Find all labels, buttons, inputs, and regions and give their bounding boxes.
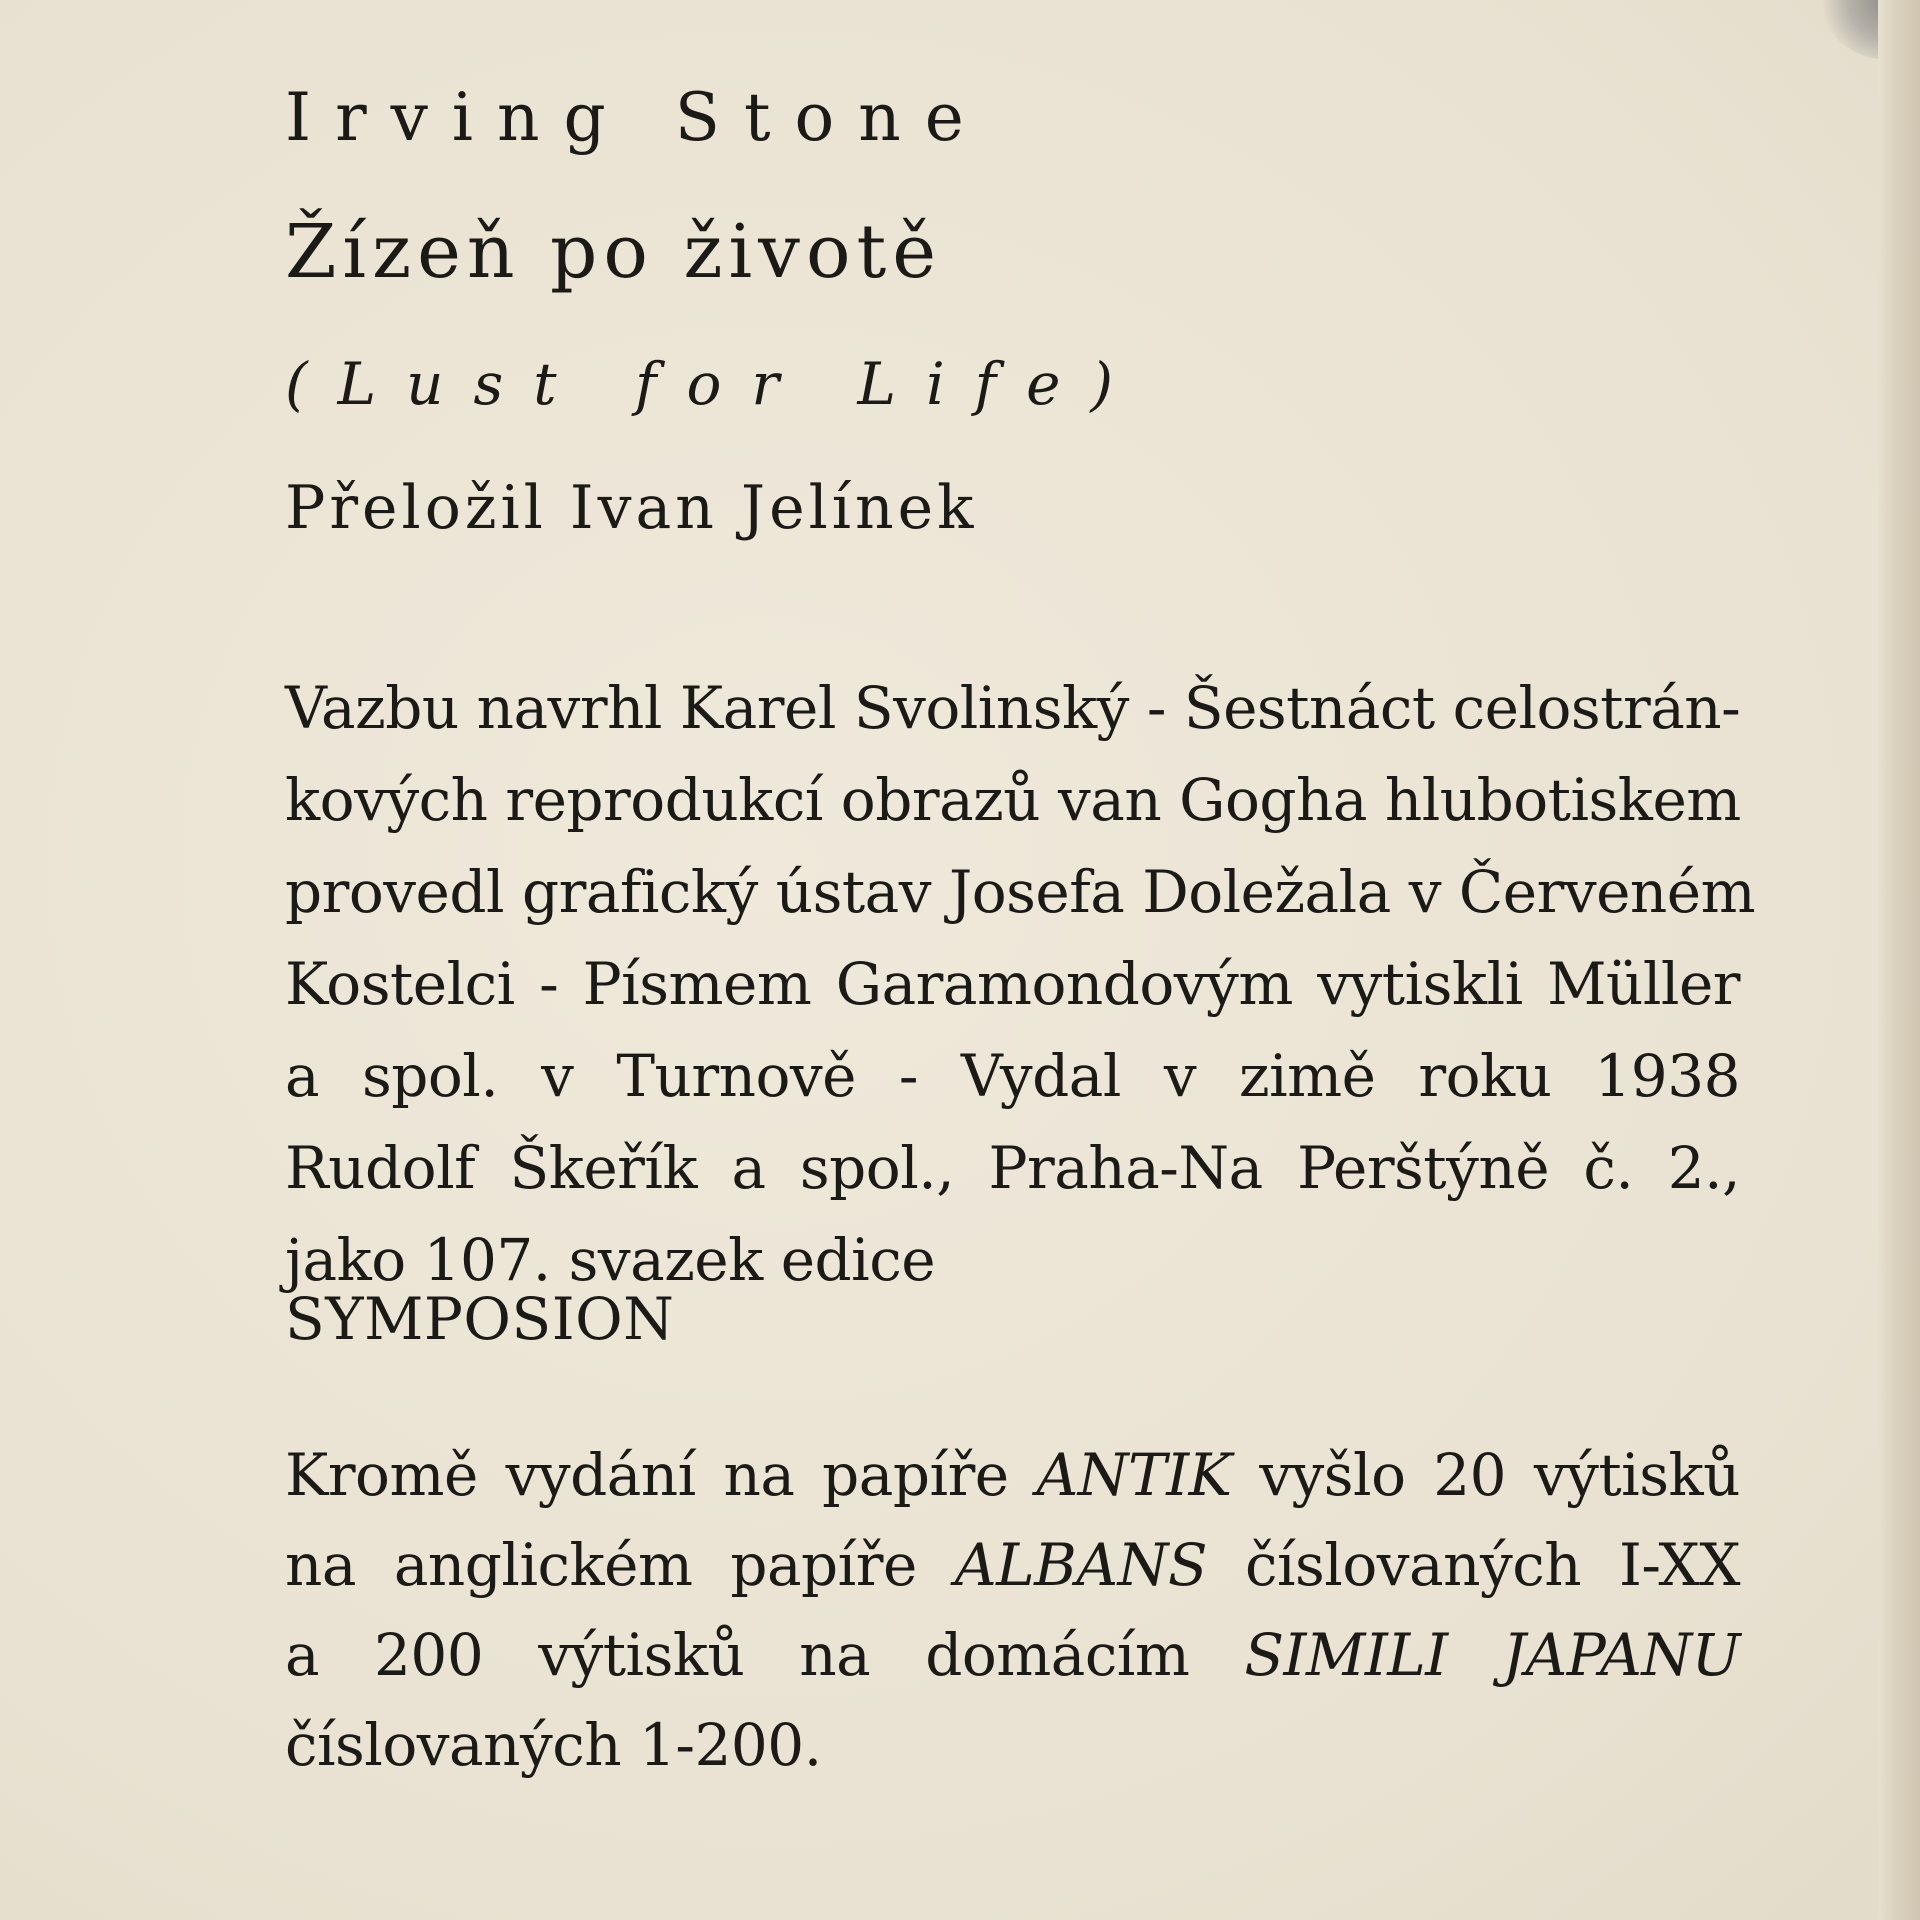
edition-text: a 200 výtisků na domácím [285, 1621, 1245, 1689]
edition-text: vyšlo 20 výtisků [1231, 1441, 1740, 1509]
author-name: Irving Stone [285, 79, 988, 156]
colophon-paragraph [285, 662, 1756, 1306]
paper-name-simili-japanu: SIMILI JAPANU [1244, 1621, 1740, 1689]
colophon-line: Vazbu navrhl Karel Svolinský - Šestnáct celostrán- [285, 674, 1741, 742]
colophon-line: kových reprodukcí obrazů van Gogha hlubotiskem [285, 766, 1741, 834]
edition-line: číslovaných 1-200. [285, 1711, 822, 1779]
series-name: SYMPOSION [285, 1285, 675, 1353]
colophon-line: a spol. v Turnově - Vydal v zimě roku 1938 [285, 1042, 1740, 1110]
book-title: Žízeň po životě [285, 209, 943, 295]
original-title: (Lust for Life) [285, 350, 1144, 418]
edition-text: na anglickém papíře [285, 1531, 955, 1599]
edition-note [285, 1430, 1740, 1790]
edition-text: číslovaných I-XX [1207, 1531, 1740, 1599]
edition-text: Kromě vydání na papíře [285, 1441, 1037, 1509]
edition-line [285, 1610, 1740, 1700]
paper-name-albans: ALBANS [954, 1531, 1208, 1599]
translator-credit: Přeložil Ivan Jelínek [285, 473, 978, 543]
colophon-line: provedl grafický ústav Josefa Doležala v Červeném [285, 858, 1756, 926]
colophon-line: jako 107. svazek edice [285, 1226, 936, 1294]
edition-line [285, 1430, 1740, 1520]
colophon-line: Rudolf Škeřík a spol., Praha-Na Perštýně č. 2., [285, 1134, 1740, 1202]
page-gutter [1878, 0, 1920, 1920]
paper-name-antik: ANTIK [1036, 1441, 1232, 1509]
colophon-line: Kostelci - Písmem Garamondovým vytiskli Müller [285, 950, 1740, 1018]
edition-line [285, 1520, 1740, 1610]
